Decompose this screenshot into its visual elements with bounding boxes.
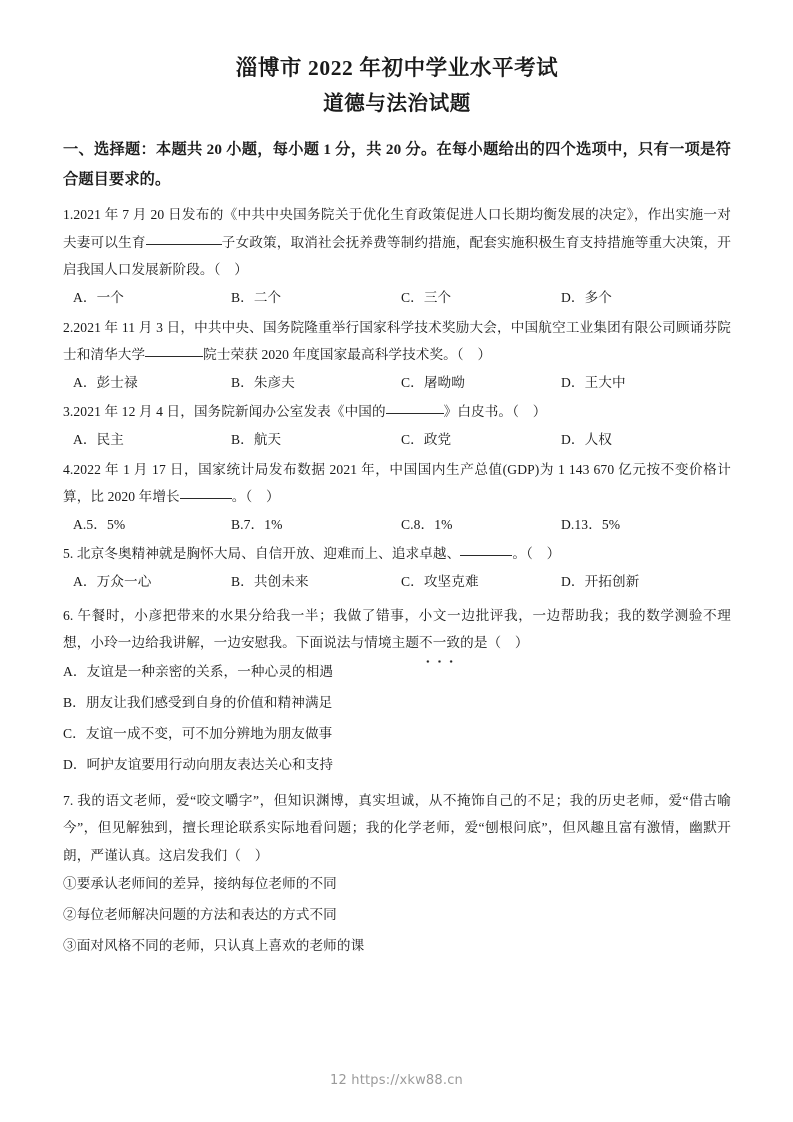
question-2-option-a[interactable]: A．彭士禄: [73, 374, 138, 390]
question-6-stem-part-a: 6. 午餐时，小彦把带来的水果分给我一半；我做了错事，小文一边批评我，一边帮助我；我的数学测验不理想，小玲一边给我讲解，一边安慰我。下面说法与情境主题: [63, 607, 731, 651]
paper-content: [63, 52, 731, 964]
question-1-options: [63, 284, 731, 312]
question-3-options: [63, 426, 731, 454]
question-5: [63, 540, 731, 595]
question-7-statement-3[interactable]: ③面对风格不同的老师，只认真上喜欢的老师的课: [63, 937, 365, 953]
question-1-option-c[interactable]: C．三个: [401, 289, 452, 305]
question-2-stem-part2: 院士荣获 2020 年度国家最高科学技术奖。（ ）: [203, 347, 492, 363]
question-1-stem: [63, 201, 731, 283]
question-5-option-c[interactable]: C．攻坚克难: [401, 573, 479, 589]
title-block: [63, 52, 731, 121]
question-4-stem: [63, 456, 731, 511]
section-header: 一、选择题：本题共 20 小题，每小题 1 分，共 20 分。在每小题给出的四个选项中，只有一项是符合题目要求的。: [63, 141, 731, 188]
question-1-option-d[interactable]: D．多个: [561, 289, 612, 305]
question-5-options: [63, 568, 731, 596]
question-3-stem-part2: 》白皮书。（ ）: [443, 404, 547, 420]
question-3-option-a[interactable]: A．民主: [73, 431, 124, 447]
question-4-stem-part2: 。（ ）: [231, 489, 280, 505]
page-subtitle: 道德与法治试题: [323, 93, 471, 116]
question-1-stem-part2: 子女政策，取消社会抚养费等制约措施，配套实施积极生育支持措施等重大决策，开启我国人口发展新阶段。（ ）: [63, 234, 731, 278]
question-5-stem-part2: 。（ ）: [512, 546, 561, 562]
question-3-option-d[interactable]: D．人权: [561, 431, 612, 447]
question-6-option-d[interactable]: D．呵护友谊要用行动向朋友表达关心和支持: [63, 756, 334, 772]
question-5-blank[interactable]: [460, 555, 512, 556]
question-2-option-c[interactable]: C．屠呦呦: [401, 374, 465, 390]
question-6-option-a[interactable]: A．友谊是一种亲密的关系，一种心灵的相遇: [63, 663, 334, 679]
question-7-stem: 7. 我的语文老师，爱“咬文嚼字”，但知识渊博，真实坦诚，从不掩饰自己的不足；我的历史老师，爱“借古喻今”，但见解独到，擅长理论联系实际地看问题；我的化学老师，爱“刨根问底”，但风趣且富有激情，幽默开朗，严谨认真。这启发我们（ ）: [63, 792, 731, 863]
question-6: [63, 602, 731, 781]
question-3-blank[interactable]: [386, 413, 444, 414]
question-3: [63, 398, 731, 453]
question-6-stem-part-b: 的是（ ）: [460, 635, 529, 651]
question-1: [63, 201, 731, 311]
question-6-stem: [63, 602, 731, 657]
question-4-option-d[interactable]: D.13．5%: [561, 516, 621, 532]
question-4-option-c[interactable]: C.8．1%: [401, 516, 453, 532]
question-3-stem: [63, 398, 731, 425]
question-3-option-c[interactable]: C．政党: [401, 431, 452, 447]
question-2-options: [63, 369, 731, 397]
question-5-stem: [63, 540, 731, 567]
question-7-statement-2[interactable]: ②每位老师解决问题的方法和表达的方式不同: [63, 906, 337, 922]
question-7-statement-1[interactable]: ①要承认老师间的差异，接纳每位老师的不同: [63, 875, 337, 891]
question-6-option-b[interactable]: B．朋友让我们感受到自身的价值和精神满足: [63, 694, 333, 710]
question-4-stem-part1: 4.2022 年 1 月 17 日，国家统计局发布数据 2021 年，中国国内生产总值(GDP)为 1 143 670 亿元按不变价格计算，比 2020 年增长: [63, 461, 731, 505]
question-4: [63, 456, 731, 539]
question-7: [63, 787, 731, 962]
question-4-option-a[interactable]: A.5．5%: [73, 516, 126, 532]
question-6-option-c[interactable]: C．友谊一成不变，可不加分辨地为朋友做事: [63, 725, 333, 741]
question-5-stem-part1: 5. 北京冬奥精神就是胸怀大局、自信开放、迎难而上、追求卓越、: [63, 546, 461, 562]
question-1-option-a[interactable]: A．一个: [73, 289, 124, 305]
question-5-option-a[interactable]: A．万众一心: [73, 573, 152, 589]
question-2-stem: [63, 314, 731, 369]
question-2-option-b[interactable]: B．朱彦夫: [231, 374, 295, 390]
footer-watermark: 12 https://xkw88.cn: [330, 1073, 463, 1088]
question-4-options: [63, 511, 731, 539]
question-4-blank[interactable]: [180, 498, 232, 499]
question-5-option-d[interactable]: D．开拓创新: [561, 573, 640, 589]
question-2-option-d[interactable]: D．王大中: [561, 374, 626, 390]
question-2-stem-part1: 2.2021 年 11 月 3 日，中共中央、国务院隆重举行国家科学技术奖励大会，中国航空工业集团有限公司顾诵芬院士和清华大学: [63, 319, 731, 363]
question-5-option-b[interactable]: B．共创未来: [231, 573, 309, 589]
question-1-option-b[interactable]: B．二个: [231, 289, 282, 305]
question-2-blank[interactable]: [145, 356, 203, 357]
question-3-stem-part1: 3.2021 年 12 月 4 日，国务院新闻办公室发表《中国的: [63, 404, 386, 420]
question-4-option-b[interactable]: B.7．1%: [231, 516, 283, 532]
question-1-stem-part1: 1.2021 年 7 月 20 日发布的《中共中央国务院关于优化生育政策促进人口长期均衡发展的决定》，作出实施一对夫妻可以生育: [63, 207, 731, 250]
question-1-blank[interactable]: [146, 244, 222, 245]
question-3-option-b[interactable]: B．航天: [231, 431, 282, 447]
question-6-emphasis-text: 不一致: [419, 629, 460, 656]
page-title: 淄博市 2022 年初中学业水平考试: [235, 56, 559, 80]
question-2: [63, 314, 731, 397]
